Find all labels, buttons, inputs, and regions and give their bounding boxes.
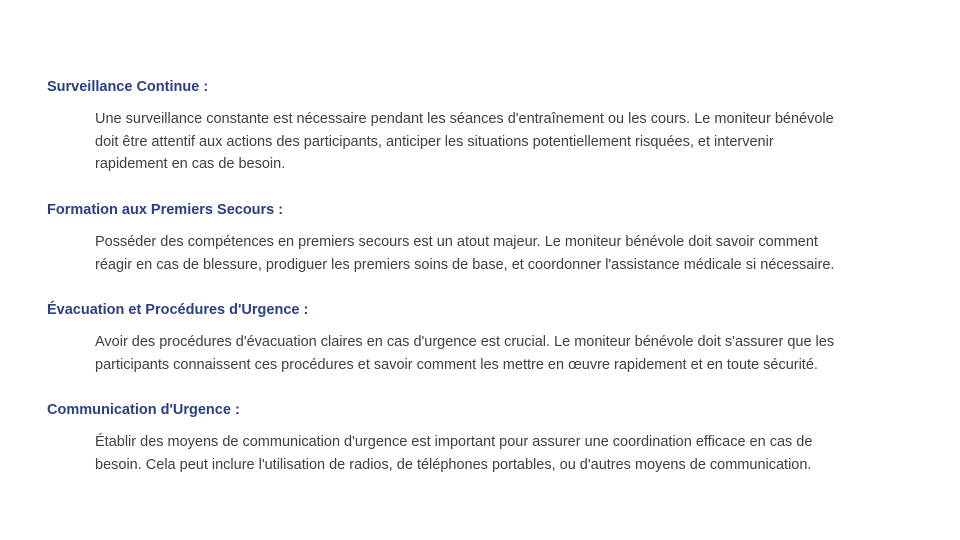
section-formation-premiers-secours [47,201,917,276]
section-body [95,331,913,376]
section-body [95,231,913,276]
body-line: doit être attentif aux actions des participants, anticiper les situations potentiellement risquées, et intervenir [95,133,774,150]
body-line: rapidement en cas de besoin. [95,156,286,172]
section-heading: Formation aux Premiers Secours : [47,202,284,218]
body-line: Avoir des procédures d'évacuation claires en cas d'urgence est crucial. Le moniteur bénévole doit s'assurer que les [95,334,835,350]
section-heading: Évacuation et Procédures d'Urgence : [47,302,309,318]
section-heading: Surveillance Continue : [47,79,209,95]
section-body [95,108,913,176]
body-line: Établir des moyens de communication d'urgence est important pour assurer une coordination efficace en cas de [95,434,813,450]
body-line: participants connaissent ces procédures et savoir comment les mettre en œuvre rapidement et en toute sécurité. [95,356,818,373]
body-line: réagir en cas de blessure, prodiguer les premiers soins de base, et coordonner l'assistance médicale si nécessaire. [95,256,835,273]
section-evacuation-procedures [47,301,917,376]
section-heading: Communication d'Urgence : [47,402,240,418]
body-line: besoin. Cela peut inclure l'utilisation de radios, de téléphones portables, ou d'autres moyens de communication. [95,456,812,473]
section-surveillance-continue [47,78,917,176]
body-line: Posséder des compétences en premiers secours est un atout majeur. Le moniteur bénévole doit savoir comment [95,234,818,250]
section-body [95,431,913,476]
body-line: Une surveillance constante est nécessaire pendant les séances d'entraînement ou les cours. Le moniteur bénévole [95,111,834,127]
section-communication-urgence [47,401,917,476]
